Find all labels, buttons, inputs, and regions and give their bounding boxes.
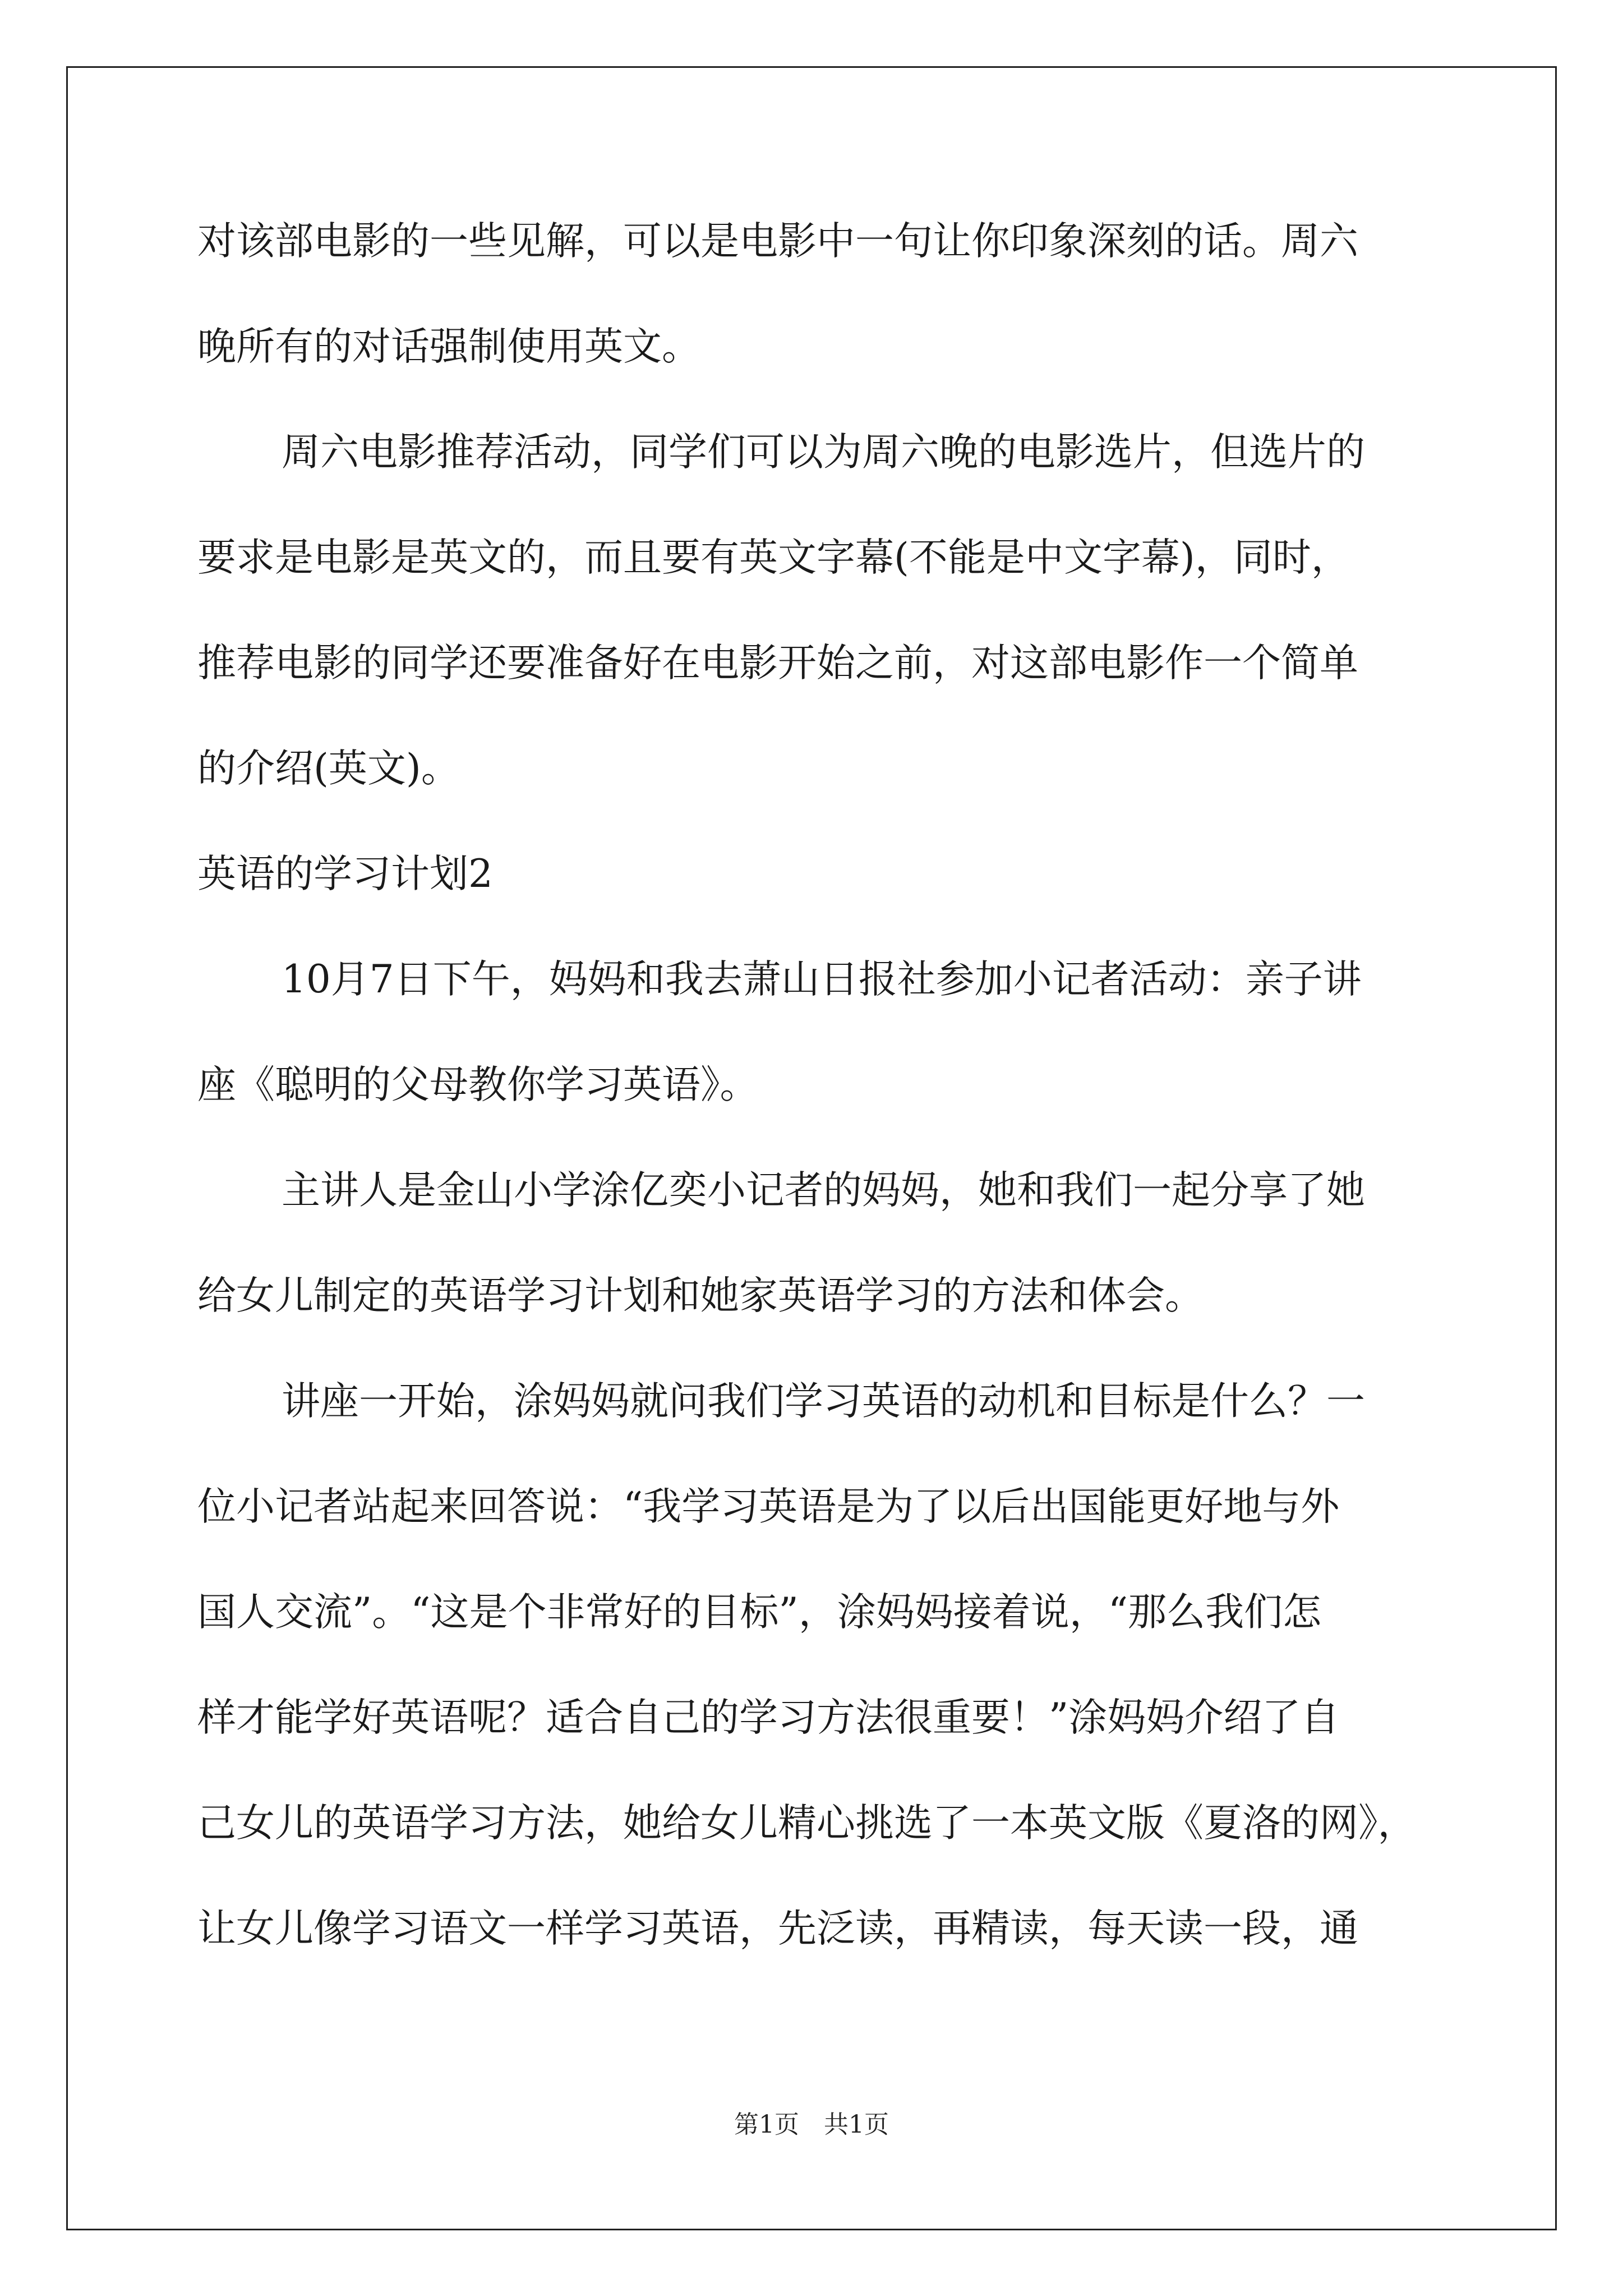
paragraph-line: 推荐电影的同学还要准备好在电影开始之前，对这部电影作一个简单 — [197, 641, 1358, 685]
paragraph-line: 国人交流”。“这是个非常好的目标”，涂妈妈接着说，“那么我们怎 — [197, 1590, 1322, 1635]
page-number: 第1页 共1页 — [734, 2110, 889, 2139]
paragraph-line: 座《聪明的父母教你学习英语》。 — [197, 1062, 759, 1107]
paragraph-line: 让女儿像学习语文一样学习英语，先泛读，再精读，每天读一段，通 — [197, 1906, 1358, 1951]
paragraph-line: 要求是电影是英文的，而且要有英文字幕(不能是中文字幕)，同时， — [197, 535, 1350, 580]
paragraph-line: 位小记者站起来回答说：“我学习英语是为了以后出国能更好地与外 — [197, 1484, 1340, 1529]
paragraph-line: 样才能学好英语呢？适合自己的学习方法很重要！”涂妈妈介绍了自 — [197, 1695, 1340, 1740]
paragraph-line: 给女儿制定的英语学习计划和她家英语学习的方法和体会。 — [197, 1273, 1204, 1318]
paragraph-line: 的介绍(英文)。 — [197, 746, 460, 791]
paragraph-line: 主讲人是金山小学涂亿奕小记者的妈妈，她和我们一起分享了她 — [282, 1168, 1365, 1213]
paragraph-line: 己女儿的英语学习方法，她给女儿精心挑选了一本英文版《夏洛的网》， — [197, 1801, 1417, 1846]
paragraph-line: 周六电影推荐活动，同学们可以为周六晚的电影选片，但选片的 — [282, 430, 1365, 475]
paragraph-line: 对该部电影的一些见解，可以是电影中一句让你印象深刻的话。周六 — [197, 219, 1358, 264]
paragraph-line: 晚所有的对话强制使用英文。 — [197, 324, 700, 369]
paragraph-line: 讲座一开始，涂妈妈就问我们学习英语的动机和目标是什么？一 — [282, 1379, 1365, 1424]
section-title: 英语的学习计划2 — [197, 852, 493, 896]
paragraph-line: 10月7日下午，妈妈和我去萧山日报社参加小记者活动：亲子讲 — [282, 957, 1362, 1002]
